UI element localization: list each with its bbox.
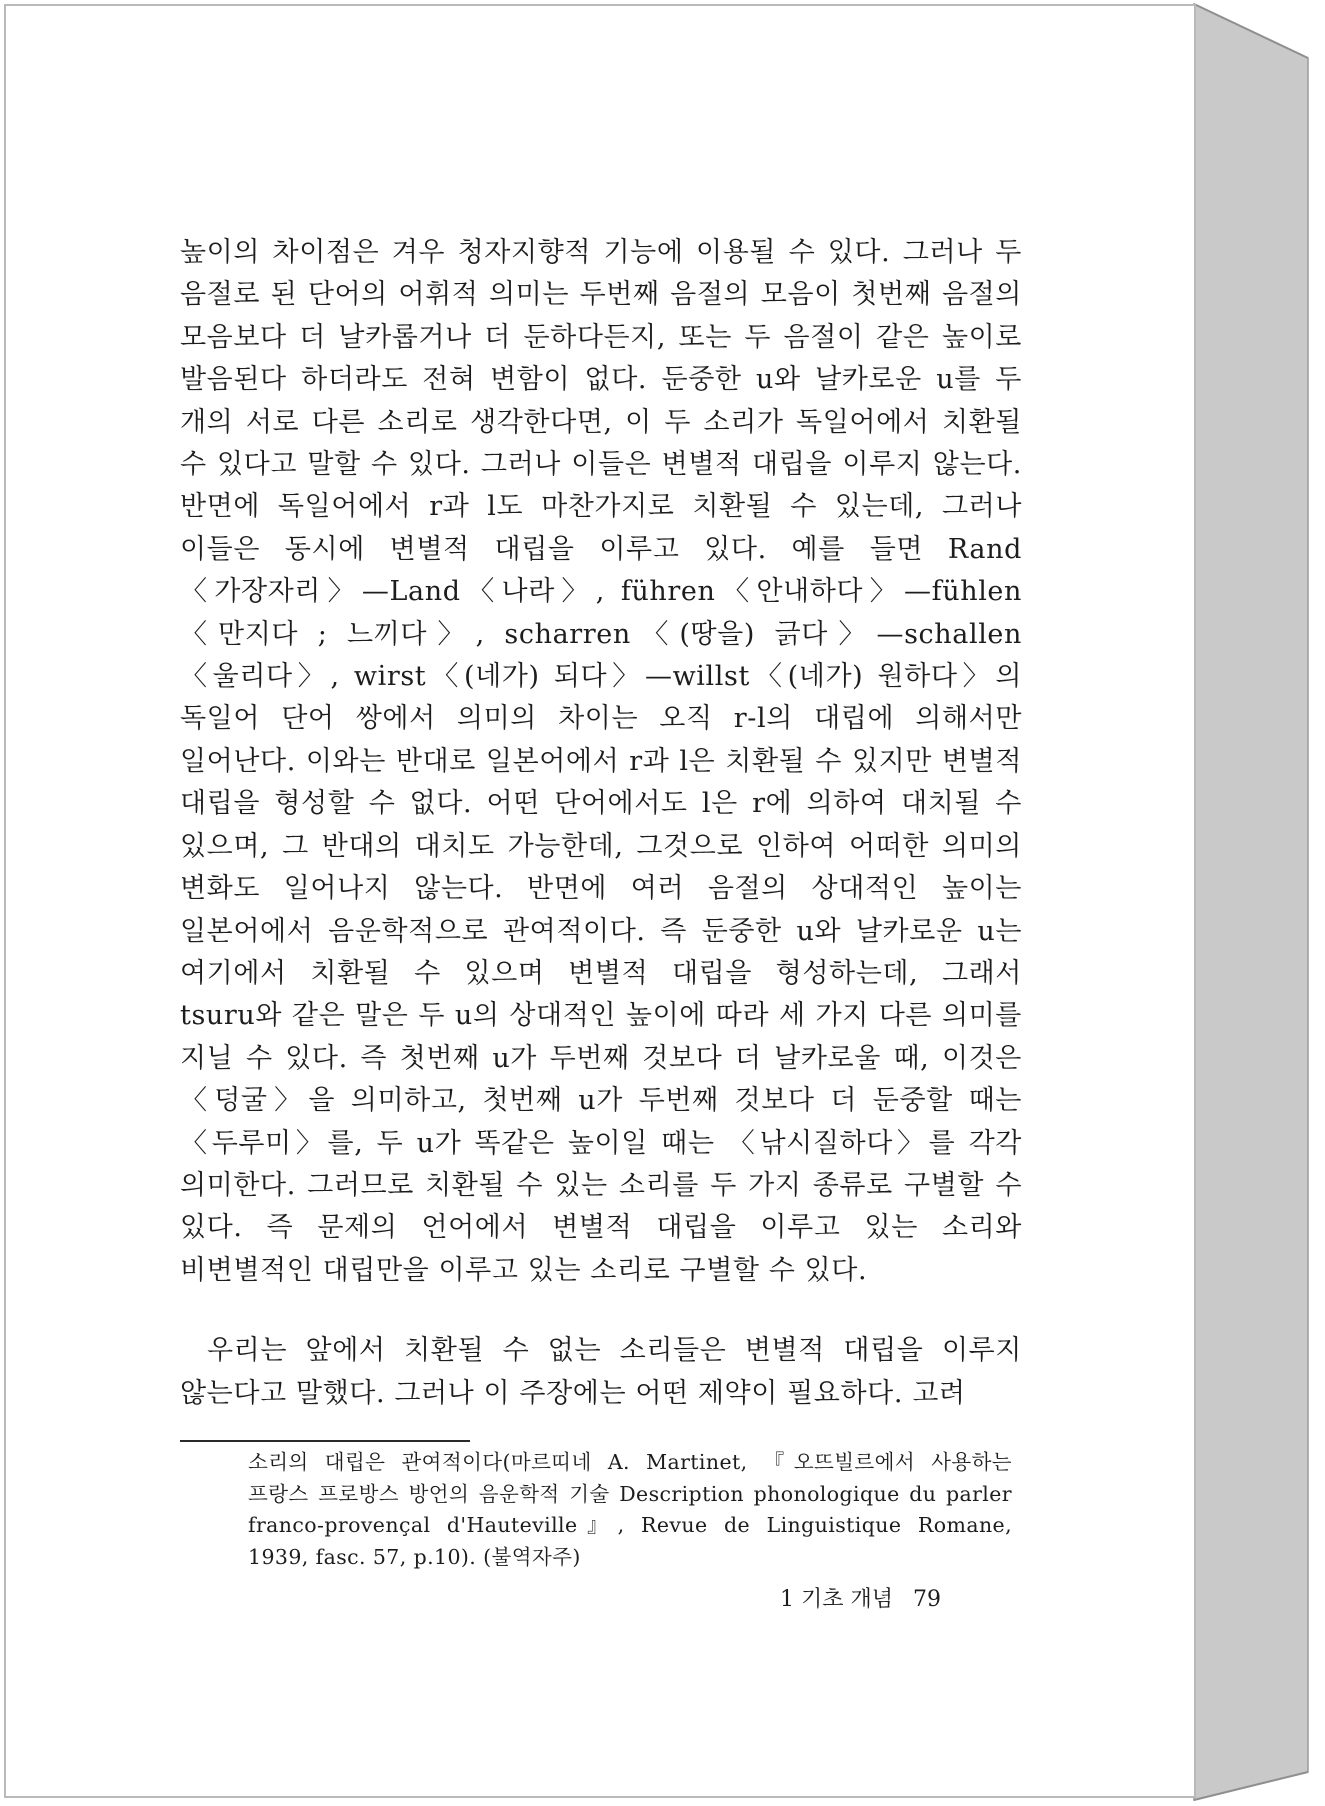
footnote: 소리의 대립은 관여적이다(마르띠네 A. Martinet, 『오뜨빌르에서 사용하는 프랑스 프로방스 방언의 음운학적 기술 Description phonologique du parler franco-provençal d'Hauteville』, Revue de Linguistique Romane, 1939, fasc. 57, p.10). (불역자주) [248, 1450, 1012, 1569]
page-footer [780, 1582, 1020, 1618]
body-paragraph-2: 우리는 앞에서 치환될 수 없는 소리들은 변별적 대립을 이루지 않는다고 말했다. 그러나 이 주장에는 어떤 제약이 필요하다. 고려 [180, 1335, 1022, 1409]
body-paragraph-1: 높이의 차이점은 겨우 청자지향적 기능에 이용될 수 있다. 그러나 두 음절로 된 단어의 어휘적 의미는 두번째 음절의 모음이 첫번째 음절의 모음보다 더 날카롭거나 더 둔하다든지, 또는 두 음절이 같은 높이로 발음된다 하더라도 전혀 변함이 없다. 둔중한 u와 날카로운 u를 두 개의 서로 다른 소리로 생각한다면, 이 두 소리가 독일어에서 치환될 수 있다고 말할 수 있다. 그러나 이들은 변별적 대립을 이루지 않는다. 반면에 독일어에서 r과 l도 마찬가지로 치환될 수 있는데, 그러나 이들은 동시에 변별적 대립을 이루고 있다. 예를 들면 Rand〈가장자리〉—Land〈나라〉, führen〈안내하다〉—fühlen〈만지다 ; 느끼다〉, scharren〈(땅을) 긁다〉—schallen〈울리다〉, wirst〈(네가) 되다〉—willst〈(네가) 원하다〉의 독일어 단어 쌍에서 의미의 차이는 오직 r-l의 대립에 의해서만 일어난다. 이와는 반대로 일본어에서 r과 l은 치환될 수 있지만 변별적 대립을 형성할 수 없다. 어떤 단어에서도 l은 r에 의하여 대치될 수 있으며, 그 반대의 대치도 가능한데, 그것으로 인하여 어떠한 의미의 변화도 일어나지 않는다. 반면에 여러 음절의 상대적인 높이는 일본어에서 음운학적으로 관여적이다. 즉 둔중한 u와 날카로운 u는 여기에서 치환될 수 있으며 변별적 대립을 형성하는데, 그래서 tsuru와 같은 말은 두 u의 상대적인 높이에 따라 세 가지 다른 의미를 지닐 수 있다. 즉 첫번째 u가 두번째 것보다 더 날카로울 때, 이것은 〈덩굴〉을 의미하고, 첫번째 u가 두번째 것보다 더 둔중할 때는 〈두루미〉를, 두 u가 똑같은 높이일 때는 〈낚시질하다〉를 각각 의미한다. 그러므로 치환될 수 있는 소리를 두 가지 종류로 구별할 수 있다. 즉 문제의 언어에서 변별적 대립을 이루고 있는 소리와 비변별적인 대립만을 이루고 있는 소리로 구별할 수 있다. [180, 237, 1022, 1286]
book-edge-side [1194, 4, 1308, 1800]
body-text [180, 232, 1022, 1415]
footnote-rule [180, 1440, 470, 1442]
page-number: 79 [913, 1587, 941, 1612]
running-chapter-title: 1 기초 개념 [780, 1587, 893, 1612]
